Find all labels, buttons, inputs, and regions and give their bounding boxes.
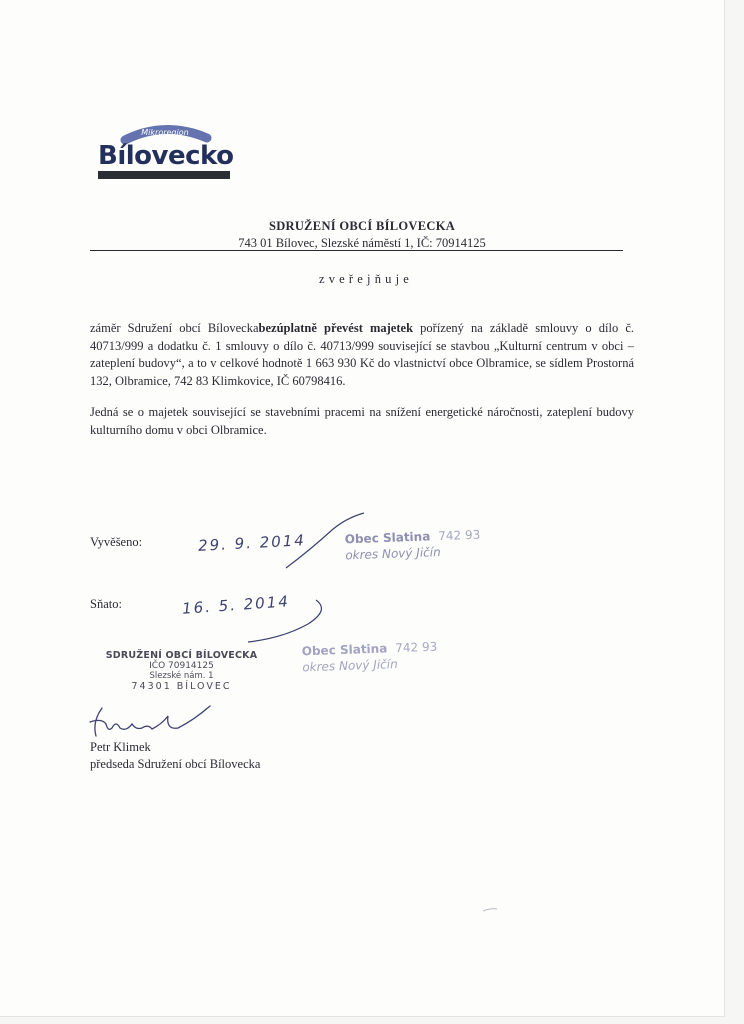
document-header (0, 219, 724, 251)
bilovecko-logo (95, 118, 235, 184)
stamp-name: Obec Slatina (301, 641, 388, 659)
paper-speck (483, 908, 497, 912)
removed-label: Sňato: (90, 597, 122, 611)
removed-date-handwritten: 16. 5. 2014 (181, 592, 291, 618)
initials-stroke-2 (238, 596, 333, 646)
stamp-name: Obec Slatina (344, 529, 431, 547)
stamp-region: okres Nový Jičín (345, 545, 441, 563)
posted-date-handwritten: 29. 9. 2014 (197, 531, 307, 555)
organization-address: 743 01 Bílovec, Slezské náměstí 1, IČ: 70914125 (238, 236, 486, 250)
org-stamp-ico: IČO 70914125 (149, 661, 214, 671)
org-stamp-street: Slezské nám. 1 (149, 671, 214, 681)
municipal-stamp-2 (301, 639, 438, 676)
organization-name: SDRUŽENÍ OBCÍ BÍLOVECKA (268, 219, 456, 233)
p1-emphasis: bezúplatně převést majetek (258, 321, 414, 335)
organization-stamp (104, 650, 259, 692)
body-paragraph-2: Jedná se o majetek související se stavebními pracemi na snížení energetické náročnosti, zateplení budovy kulturního domu v obci Olbramice. (90, 405, 634, 437)
municipal-stamp (344, 527, 481, 564)
signatory-name: Petr Klimek (90, 740, 151, 754)
signatory-role: předseda Sdružení obcí Bílovecka (90, 756, 261, 771)
stamp-zip: 742 93 (395, 639, 438, 656)
header-divider (90, 250, 623, 251)
signatory-block (90, 739, 260, 772)
p1-rest: pořízený na základě smlouvy o dílo č. 40713/999 a dodatku č. 1 smlouvy o dílo č. 40713/999 související se stavbou „Kulturní centrum v obci – zateplení budovy“, a to v celkové hodnotě 1 663 930 Kč do vlastnictví obce Olbramice, se sídlem Prostorná 132, Olbramice, 742 83 Klimkovice, IČ 60798416. (90, 321, 635, 388)
logo-arc-text: Mikroregion (141, 128, 189, 137)
p1-lead: záměr Sdružení obcí Bílovecka (90, 321, 259, 335)
org-stamp-name: SDRUŽENÍ OBCÍ BÍLOVECKA (105, 650, 258, 661)
posted-label: Vyvěšeno: (90, 535, 143, 549)
announcement-verb: zveřejňuje (318, 272, 414, 286)
logo-wordmark: Bílovecko (98, 141, 234, 171)
body-paragraph-1 (90, 320, 634, 390)
handwritten-signature (82, 702, 217, 742)
stamp-region: okres Nový Jičín (302, 657, 398, 675)
org-stamp-city: 74301 BÍLOVEC (131, 681, 232, 692)
stamp-zip: 742 93 (438, 527, 481, 544)
